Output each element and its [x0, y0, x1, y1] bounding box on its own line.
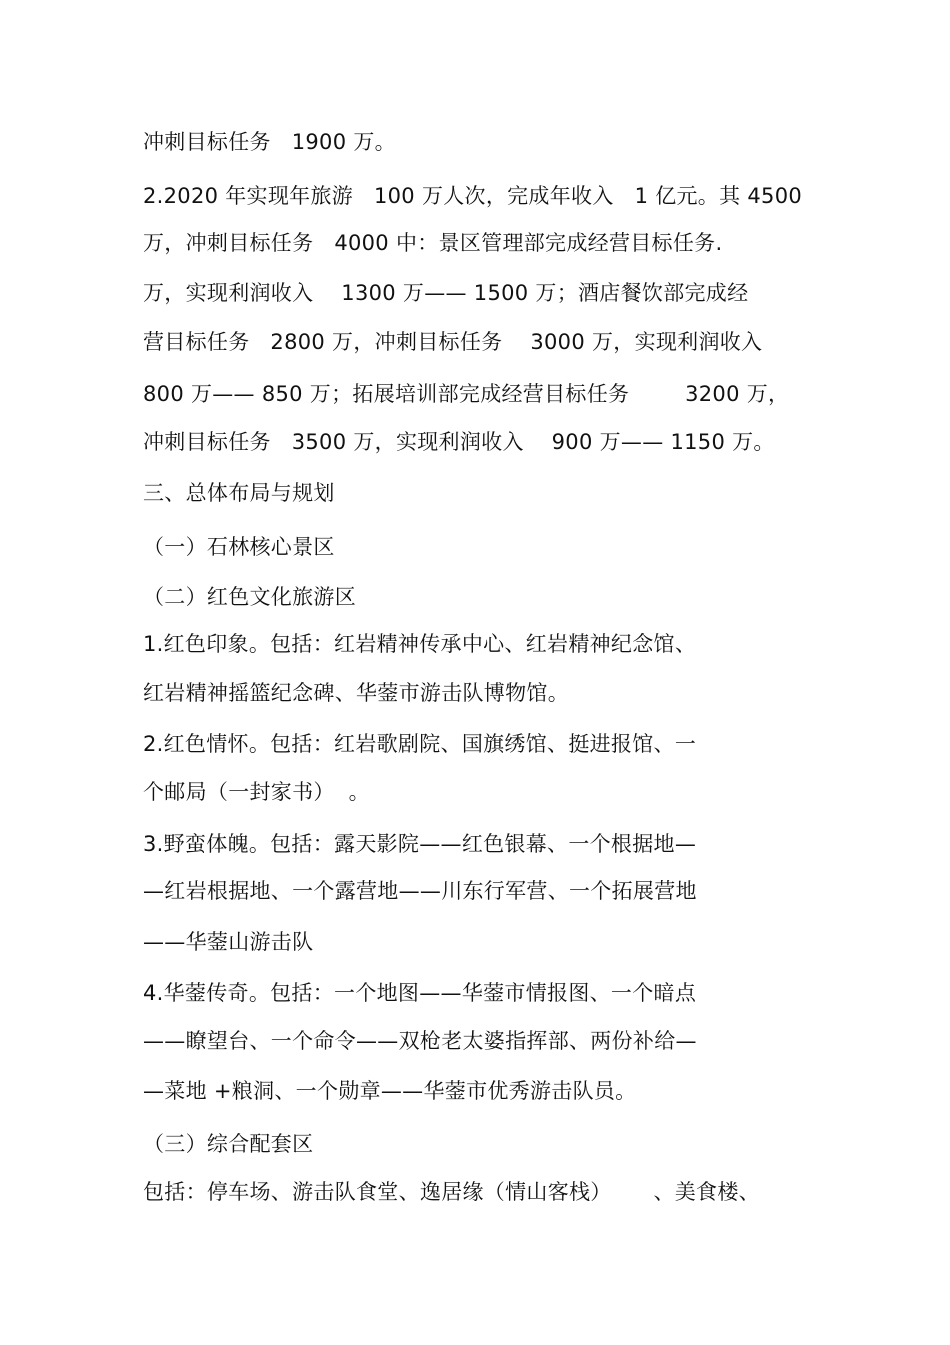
text-line: —红岩根据地、一个露营地——川东行军营、一个拓展营地 [143, 879, 697, 903]
text-line: 冲刺目标任务 1900 万。 [143, 130, 396, 154]
text-line: 营目标任务 2800 万，冲刺目标任务 3000 万，实现利润收入 [143, 330, 763, 354]
text-line: ——华蓥山游击队 [143, 930, 314, 954]
text-line: 万，冲刺目标任务 4000 中：景区管理部完成经营目标任务. [143, 231, 723, 255]
text-line: —菜地 +粮洞、一个勋章——华蓥市优秀游击队员。 [143, 1079, 637, 1103]
subsection-heading: （二）红色文化旅游区 [143, 585, 356, 609]
list-item: 2.红色情怀。包括：红岩歌剧院、国旗绣馆、挺进报馆、一 [143, 732, 697, 756]
text-line: ——瞭望台、一个命令——双枪老太婆指挥部、两份补给— [143, 1029, 697, 1053]
text-line: 2.2020 年实现年旅游 100 万人次，完成年收入 1 亿元。其 4500 [143, 184, 803, 208]
list-item: 4.华蓥传奇。包括：一个地图——华蓥市情报图、一个暗点 [143, 981, 697, 1005]
text-line: 冲刺目标任务 3500 万，实现利润收入 900 万—— 1150 万。 [143, 430, 775, 454]
text-line: 包括：停车场、游击队食堂、逸居缘（情山客栈） 、美食楼、 [143, 1180, 760, 1204]
text-line: 红岩精神摇篮纪念碑、华蓥市游击队博物馆。 [143, 681, 569, 705]
text-line: 800 万—— 850 万；拓展培训部完成经营目标任务 3200 万， [143, 382, 790, 406]
subsection-heading: （一）石林核心景区 [143, 535, 335, 559]
subsection-heading: （三）综合配套区 [143, 1132, 314, 1156]
text-line: 万，实现利润收入 1300 万—— 1500 万；酒店餐饮部完成经 [143, 281, 749, 305]
section-heading: 三、总体布局与规划 [143, 481, 335, 505]
list-item: 1.红色印象。包括：红岩精神传承中心、红岩精神纪念馆、 [143, 632, 697, 656]
text-line: 个邮局（一封家书） 。 [143, 780, 370, 804]
list-item: 3.野蛮体魄。包括：露天影院——红色银幕、一个根据地— [143, 832, 697, 856]
